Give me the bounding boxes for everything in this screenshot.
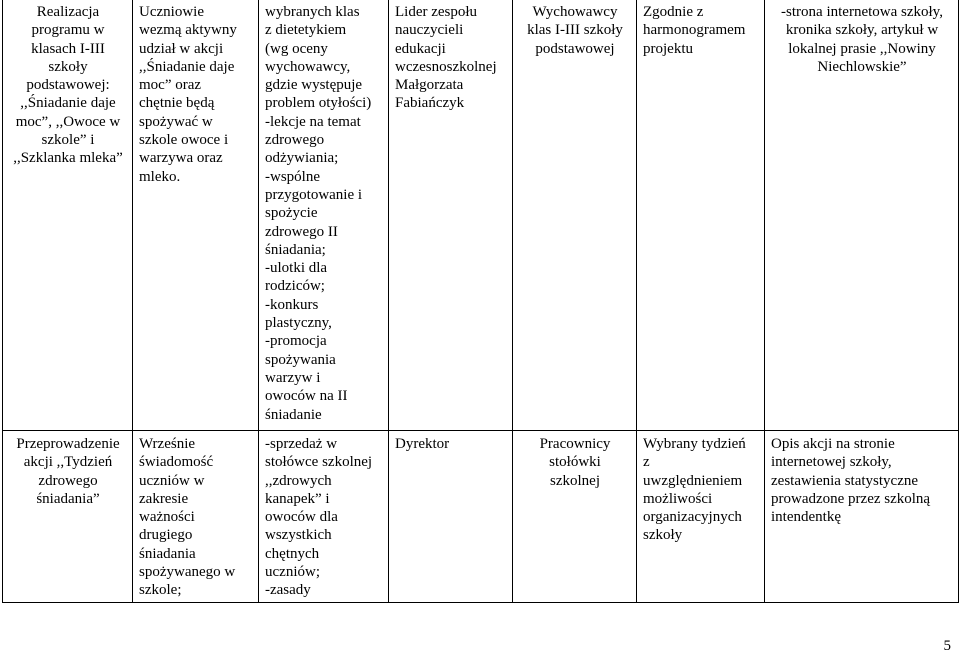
table-cell-evaluation xyxy=(765,431,959,603)
cell-text: -strona internetowa szkoły, kronika szkoły, artykuł w lokalnej prasie ,,Nowiny Niechlowskie” xyxy=(781,4,943,75)
table-cell-activity xyxy=(3,431,133,603)
table-cell-participants xyxy=(513,431,637,603)
table-row xyxy=(3,0,959,431)
table-cell-responsible xyxy=(389,431,513,603)
table-cell-responsible xyxy=(389,0,513,431)
table-cell-goal xyxy=(133,431,259,603)
cell-text: Wychowawcy klas I-III szkoły podstawowej xyxy=(527,4,623,57)
cell-text: Przeprowadzenie akcji ,,Tydzień zdrowego śniadania” xyxy=(16,436,120,507)
cell-text: Wybrany tydzień z uwzględnieniem możliwości organizacyjnych szkoły xyxy=(643,436,746,544)
table-cell-evaluation xyxy=(765,0,959,431)
cell-text: Wrześnie świadomość uczniów w zakresie ważności drugiego śniadania spożywanego w szkole; xyxy=(139,436,236,599)
cell-text: Uczniowie wezmą aktywny udział w akcji ,,Śniadanie daje moc” oraz chętnie będą spożywać w szkole owoce i warzywa oraz mleko. xyxy=(139,4,237,185)
cell-text: Pracownicy stołówki szkolnej xyxy=(539,436,611,489)
table-cell-activity xyxy=(3,0,133,431)
table-cell-methods xyxy=(259,0,389,431)
cell-text: Realizacja programu w klasach I-III szkoły podstawowej: ,,Śniadanie daje moc”, ,,Owoce w szkole” i ,,Szklanka mleka” xyxy=(13,4,123,167)
table-cell-goal xyxy=(133,0,259,431)
cell-text: Dyrektor xyxy=(395,436,450,452)
document-table xyxy=(2,0,959,603)
table-cell-participants xyxy=(513,0,637,431)
table-cell-timeline xyxy=(637,431,765,603)
table-row xyxy=(3,431,959,603)
cell-text: Zgodnie z harmonogramem projektu xyxy=(643,4,746,57)
table-cell-methods xyxy=(259,431,389,603)
cell-text: -sprzedaż w stołówce szkolnej ,,zdrowych kanapek” i owoców dla wszystkich chętnych uczniów; -zasady xyxy=(265,436,373,599)
page-number: 5 xyxy=(943,638,951,654)
cell-text: Opis akcji na stronie internetowej szkoły, zestawienia statystyczne prowadzone przez szkolną intendentkę xyxy=(771,436,931,526)
cell-text: wybranych klas z dietetykiem (wg oceny wychowawcy, gdzie występuje problem otyłości) -lekcje na temat zdrowego odżywiania; -wspólne przygotowanie i spożycie zdrowego II śniadania; -ulotki dla rodziców; -konkurs plastyczny, -promocja spożywania warzyw i owoców na II śniadanie xyxy=(265,4,372,423)
cell-text: Lider zespołu nauczycieli edukacji wczesnoszkolnej Małgorzata Fabiańczyk xyxy=(395,4,497,112)
table-cell-timeline xyxy=(637,0,765,431)
